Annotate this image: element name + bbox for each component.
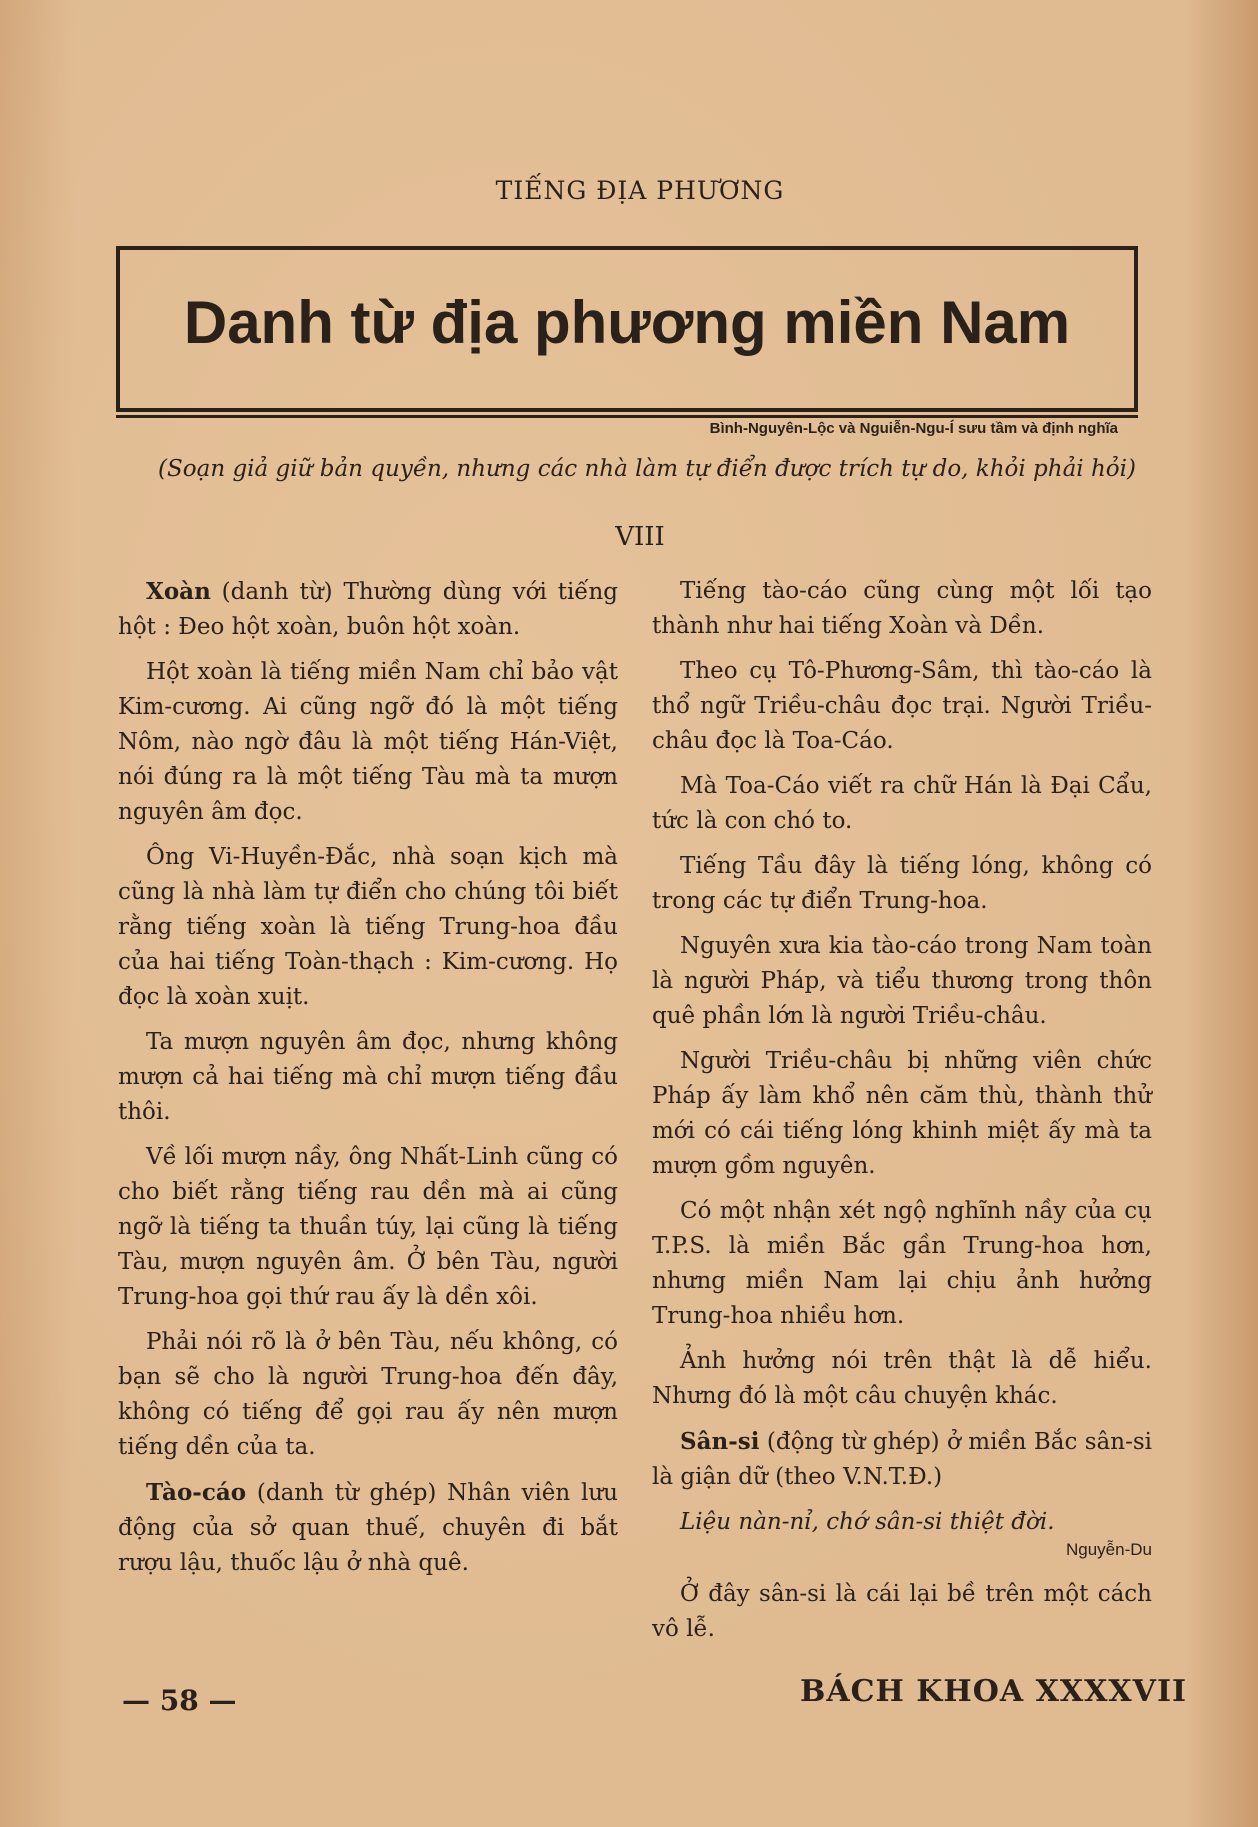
paragraph: Tào-cáo (danh từ ghép) Nhân viên lưu động của sở quan thuế, chuyên đi bắt rượu lậu, thuốc lậu ở nhà quê. xyxy=(118,1479,618,1576)
paragraph: Nguyên xưa kia tào-cáo trong Nam toàn là người Pháp, và tiểu thương trong thôn quê phần lớn là người Triều-châu. xyxy=(652,933,1152,1029)
paragraph: Có một nhận xét ngộ nghĩnh nầy của cụ T.P.S. là miền Bắc gần Trung-hoa hơn, nhưng miền Nam lại chịu ảnh hưởng Trung-hoa nhiều hơn. xyxy=(652,1198,1152,1329)
paragraph: Ta mượn nguyên âm đọc, nhưng không mượn cả hai tiếng mà chỉ mượn tiếng đầu thôi. xyxy=(118,1029,618,1125)
verse-quote: Liệu nàn-nỉ, chớ sân-si thiệt đời. xyxy=(680,1509,1055,1535)
copyright-note: (Soạn giả giữ bản quyền, nhưng các nhà làm tự điển được trích tự do, khỏi phải hỏi) xyxy=(158,456,1136,482)
page-number: — 58 — xyxy=(122,1684,237,1717)
author-credit: Bình-Nguyên-Lộc và Nguiễn-Ngu-Í sưu tầm và định nghĩa xyxy=(709,420,1118,437)
paragraph: Về lối mượn nầy, ông Nhất-Linh cũng có cho biết rằng tiếng rau dền mà ai cũng ngỡ là tiếng ta thuần túy, lại cũng là tiếng Tàu, mượn nguyên âm. Ở bên Tàu, người Trung-hoa gọi thứ rau ấy là dền xôi. xyxy=(118,1144,618,1310)
entry-term: Xoàn xyxy=(146,578,211,605)
paragraph: Tiếng Tầu đây là tiếng lóng, không có trong các tự điển Trung-hoa. xyxy=(652,853,1152,914)
paragraph: Ảnh hưởng nói trên thật là dễ hiểu. Nhưng đó là một câu chuyện khác. xyxy=(652,1348,1152,1409)
paragraph: Mà Toa-Cáo viết ra chữ Hán là Đại Cẩu, tức là con chó to. xyxy=(652,773,1152,834)
left-column xyxy=(118,574,618,1591)
paragraph: Xoàn (danh từ) Thường dùng với tiếng hột : Đeo hột xoàn, buôn hột xoàn. xyxy=(118,578,618,640)
paragraph: Sân-si (động từ ghép) ở miền Bắc sân-si là giận dữ (theo V.N.T.Đ.) xyxy=(652,1428,1152,1490)
paragraph: Ông Vi-Huyền-Đắc, nhà soạn kịch mà cũng là nhà làm tự điển cho chúng tôi biết rằng tiếng xoàn là tiếng Trung-hoa đầu của hai tiếng Toàn-thạch : Kim-cương. Họ đọc là xoàn xuịt. xyxy=(118,844,618,1010)
paragraph: Theo cụ Tô-Phương-Sâm, thì tào-cáo là thổ ngữ Triều-châu đọc trại. Người Triều-châu đọc là Toa-Cáo. xyxy=(652,658,1152,754)
paragraph: Hột xoàn là tiếng miền Nam chỉ bảo vật Kim-cương. Ai cũng ngỡ đó là một tiếng Nôm, nào ngờ đâu là một tiếng Hán-Việt, nói đúng ra là một tiếng Tàu mà ta mượn nguyên âm đọc. xyxy=(118,659,618,825)
section-label: TIẾNG ĐỊA PHƯƠNG xyxy=(495,176,785,205)
entry-term: Tào-cáo xyxy=(146,1479,247,1506)
paragraph: Phải nói rõ là ở bên Tàu, nếu không, có bạn sẽ cho là người Trung-hoa đến đây, không có tiếng để gọi rau ấy nên mượn tiếng dền của ta. xyxy=(118,1329,618,1460)
paragraph: Người Triều-châu bị những viên chức Pháp ấy làm khổ nên căm thù, thành thử mới có cái tiếng lóng khinh miệt ấy mà ta mượn gồm nguyên. xyxy=(652,1048,1152,1179)
magazine-name: BÁCH KHOA XXXXVII xyxy=(800,1674,1188,1709)
right-column xyxy=(652,574,1152,1657)
entry-term: Sân-si xyxy=(680,1428,760,1455)
article-title: Danh từ địa phương miền Nam xyxy=(183,289,1071,356)
verse-author: Nguyễn-Du xyxy=(1066,1540,1152,1559)
paragraph: Ở đây sân-si là cái lại bề trên một cách vô lễ. xyxy=(652,1581,1152,1642)
title-box xyxy=(116,246,1138,412)
part-number: VIII xyxy=(615,522,665,552)
paragraph: Tiếng tào-cáo cũng cùng một lối tạo thành như hai tiếng Xoàn và Dền. xyxy=(652,578,1152,639)
